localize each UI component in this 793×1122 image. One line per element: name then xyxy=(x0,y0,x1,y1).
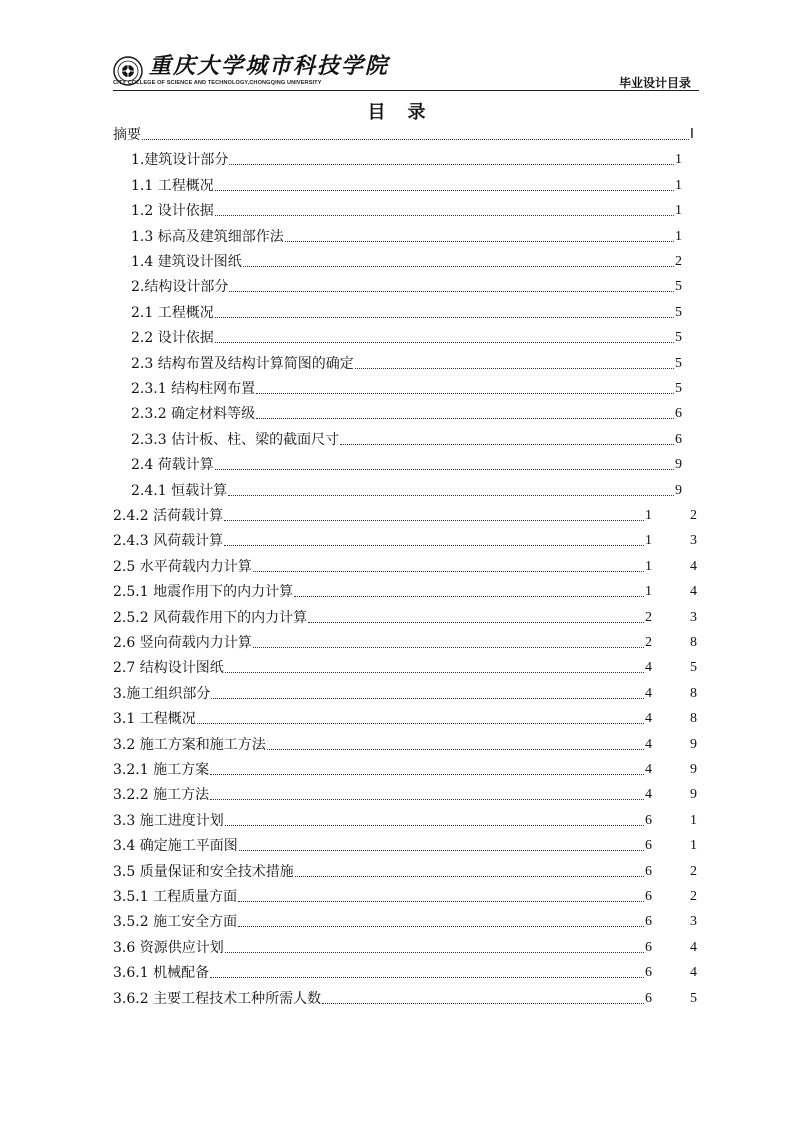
toc-entry-label: 2.4.2 活荷载计算 xyxy=(113,508,224,524)
toc-entry[interactable] xyxy=(113,124,694,144)
page-title: 目录 xyxy=(367,102,448,123)
toc-entry[interactable] xyxy=(131,149,682,169)
toc-entry-label: 1.3 标高及建筑细部作法 xyxy=(131,228,284,245)
toc-entry[interactable] xyxy=(113,708,697,728)
toc-entry-label: 2.7 结构设计图纸 xyxy=(113,660,224,677)
toc-entry[interactable] xyxy=(113,581,697,601)
toc-page-number: 5 xyxy=(675,304,682,320)
toc-entry[interactable] xyxy=(131,276,682,296)
toc-entry-label: 3.4 确定施工平面图 xyxy=(113,838,238,855)
page-header xyxy=(113,50,699,92)
toc-entry[interactable] xyxy=(113,505,697,525)
toc-entry-label: 3.2.1 施工方案 xyxy=(113,762,210,778)
toc-page-digit-2: 9 xyxy=(690,787,697,803)
toc-entry[interactable] xyxy=(113,632,697,652)
toc-page-number: 5 xyxy=(675,330,682,346)
toc-page-digit-2: 4 xyxy=(690,558,697,574)
toc-page-number xyxy=(645,812,697,830)
toc-page-digit-2: 1 xyxy=(690,838,697,854)
toc-dot-leader xyxy=(215,190,674,191)
toc-dot-leader xyxy=(225,825,644,826)
toc-entry[interactable] xyxy=(131,327,682,347)
toc-page-number xyxy=(645,863,697,881)
toc-page-number: Ⅰ xyxy=(689,127,694,142)
toc-dot-leader xyxy=(340,444,674,445)
toc-dot-leader xyxy=(215,342,674,343)
toc-entry-label: 3.3 施工进度计划 xyxy=(113,812,224,829)
university-name-logo: 重庆大学城市科技学院 xyxy=(149,53,390,79)
toc-page-digit-1: 6 xyxy=(645,838,652,854)
toc-page-number xyxy=(645,964,697,982)
toc-page-number: 1 xyxy=(675,177,682,193)
toc-page-digit-1: 1 xyxy=(645,508,652,523)
toc-page-digit-2: 4 xyxy=(690,965,697,981)
toc-page-number: 5 xyxy=(675,381,682,396)
toc-entry[interactable] xyxy=(113,937,697,957)
toc-page-number: 5 xyxy=(675,279,682,295)
toc-entry[interactable] xyxy=(131,378,682,398)
toc-entry-label: 3.施工组织部分 xyxy=(113,685,211,702)
toc-entry[interactable] xyxy=(113,657,697,677)
toc-entry-label: 2.2 设计依据 xyxy=(131,330,214,347)
toc-page-number: 1 xyxy=(675,152,682,168)
toc-page-digit-1: 4 xyxy=(645,762,652,777)
toc-entry[interactable] xyxy=(113,607,697,627)
toc-entry-label: 2.结构设计部分 xyxy=(131,279,229,296)
toc-entry[interactable] xyxy=(113,962,697,982)
toc-dot-leader xyxy=(210,799,644,800)
toc-dot-leader xyxy=(295,876,644,877)
toc-page-number xyxy=(645,507,697,525)
toc-page-digit-1: 6 xyxy=(645,939,652,955)
toc-entry-label: 3.6.1 机械配备 xyxy=(113,965,210,982)
toc-page-number xyxy=(645,939,697,957)
toc-page-digit-2: 8 xyxy=(690,711,697,727)
toc-page-digit-2: 2 xyxy=(690,863,697,879)
toc-dot-leader xyxy=(228,495,674,496)
toc-dot-leader xyxy=(253,647,644,648)
toc-entry-label: 2.4.3 风荷载计算 xyxy=(113,533,224,550)
toc-entry[interactable] xyxy=(113,530,697,550)
toc-page-digit-1: 4 xyxy=(645,711,652,727)
toc-entry-label: 3.5.2 施工安全方面 xyxy=(113,914,238,931)
toc-dot-leader xyxy=(210,977,644,978)
toc-entry-label: 3.6.2 主要工程技术工种所需人数 xyxy=(113,990,322,1007)
toc-dot-leader xyxy=(225,672,644,673)
toc-dot-leader xyxy=(267,749,644,750)
toc-entry[interactable] xyxy=(131,480,682,500)
toc-page-number: 6 xyxy=(675,431,682,447)
toc-page-digit-2: 3 xyxy=(690,609,697,625)
toc-page-digit-2: 5 xyxy=(690,660,697,676)
toc-page-digit-2: 4 xyxy=(690,939,697,955)
toc-entry[interactable] xyxy=(131,226,682,246)
toc-dot-leader xyxy=(294,596,644,597)
toc-page-number: 1 xyxy=(675,203,682,219)
toc-dot-leader xyxy=(308,622,644,623)
toc-entry[interactable] xyxy=(131,353,682,373)
toc-entry-label: 2.5.1 地震作用下的内力计算 xyxy=(113,584,294,601)
toc-entry[interactable] xyxy=(113,734,697,754)
toc-entry[interactable] xyxy=(131,251,682,271)
toc-entry[interactable] xyxy=(131,403,682,423)
toc-entry-label: 1.1 工程概况 xyxy=(131,177,214,194)
toc-dot-leader xyxy=(197,723,644,724)
toc-page-digit-2: 9 xyxy=(690,736,697,752)
toc-page-digit-1: 1 xyxy=(645,533,652,549)
toc-entry-label: 1.建筑设计部分 xyxy=(131,152,229,169)
toc-dot-leader xyxy=(211,698,644,699)
toc-page-number: 5 xyxy=(675,355,682,371)
toc-entry-label: 3.6 资源供应计划 xyxy=(113,939,224,956)
toc-entry-label: 1.2 设计依据 xyxy=(131,203,214,220)
toc-page-number: 6 xyxy=(675,406,682,422)
toc-page-digit-1: 4 xyxy=(645,787,652,803)
toc-page-number xyxy=(645,659,697,677)
university-english-name: CITY COLLEGE OF SCIENCE AND TECHNOLOGY,CHONGQING UNIVERSITY xyxy=(113,80,322,86)
header-section-title: 毕业设计目录 xyxy=(618,76,691,90)
toc-page-digit-2: 3 xyxy=(690,914,697,930)
toc-entry[interactable] xyxy=(113,784,697,804)
toc-entry-label: 3.5.1 工程质量方面 xyxy=(113,889,238,905)
toc-entry[interactable] xyxy=(113,556,697,576)
toc-page-digit-2: 2 xyxy=(690,889,697,904)
toc-page-number xyxy=(645,888,697,906)
toc-page-digit-1: 2 xyxy=(645,609,652,625)
toc-page-digit-2: 9 xyxy=(690,762,697,777)
toc-dot-leader xyxy=(239,850,644,851)
toc-page-digit-2: 1 xyxy=(690,812,697,828)
toc-page-number xyxy=(645,710,697,728)
toc-page-number xyxy=(645,913,697,931)
toc-dot-leader xyxy=(253,571,644,572)
toc-entry-label: 2.6 竖向荷载内力计算 xyxy=(113,635,252,651)
toc-page-digit-2: 8 xyxy=(690,685,697,701)
toc-entry-label: 3.2.2 施工方法 xyxy=(113,787,210,804)
toc-page-number xyxy=(645,558,697,576)
toc-entry-label: 2.3.2 确定材料等级 xyxy=(131,406,256,423)
toc-entry[interactable] xyxy=(113,835,697,855)
toc-page-number xyxy=(645,685,697,703)
toc-entry-label: 3.1 工程概况 xyxy=(113,711,196,728)
toc-dot-leader xyxy=(229,164,674,165)
toc-page-digit-2: 5 xyxy=(690,990,697,1006)
toc-entry-label: 2.5 水平荷载内力计算 xyxy=(113,558,252,575)
toc-page-number xyxy=(645,761,697,779)
toc-entry[interactable] xyxy=(113,988,697,1008)
toc-page-number xyxy=(645,634,697,652)
toc-entry-label: 2.5.2 风荷载作用下的内力计算 xyxy=(113,609,308,626)
toc-page-digit-2: 2 xyxy=(690,508,697,523)
toc-entry-label: 2.3 结构布置及结构计算简图的确定 xyxy=(131,355,354,372)
toc-page-number xyxy=(645,736,697,754)
toc-entry-label: 2.3.3 估计板、柱、梁的截面尺寸 xyxy=(131,431,340,448)
toc-entry-label: 摘要 xyxy=(113,127,141,143)
toc-entry[interactable] xyxy=(131,200,682,220)
toc-page-digit-1: 6 xyxy=(645,889,652,904)
toc-entry[interactable] xyxy=(113,810,697,830)
toc-dot-leader xyxy=(229,291,674,292)
toc-entry[interactable] xyxy=(113,911,697,931)
toc-page-number xyxy=(645,609,697,627)
toc-entry-label: 2.1 工程概况 xyxy=(131,304,214,321)
toc-dot-leader xyxy=(215,215,674,216)
toc-entry[interactable] xyxy=(131,302,682,322)
toc-page-digit-2: 8 xyxy=(690,635,697,650)
toc-entry[interactable] xyxy=(113,759,697,779)
toc-page-number: 2 xyxy=(675,254,682,269)
toc-dot-leader xyxy=(224,545,644,546)
toc-dot-leader xyxy=(210,774,644,775)
toc-page-number xyxy=(645,532,697,550)
toc-page-digit-1: 6 xyxy=(645,812,652,828)
toc-page-digit-1: 6 xyxy=(645,914,652,930)
toc-entry[interactable] xyxy=(131,429,682,449)
toc-page-digit-1: 2 xyxy=(645,635,652,650)
toc-page-number: 1 xyxy=(675,228,682,244)
toc-dot-leader xyxy=(256,418,674,419)
toc-page-number xyxy=(645,837,697,855)
toc-dot-leader xyxy=(215,317,674,318)
toc-page-digit-2: 4 xyxy=(690,584,697,600)
toc-entry-label: 2.3.1 结构柱网布置 xyxy=(131,381,256,397)
toc-entry-label: 2.4.1 恒载计算 xyxy=(131,482,228,499)
toc-dot-leader xyxy=(355,368,674,369)
toc-entry[interactable] xyxy=(131,454,682,474)
toc-dot-leader xyxy=(238,926,644,927)
toc-page-digit-1: 4 xyxy=(645,685,652,701)
toc-dot-leader xyxy=(238,901,644,902)
toc-page-digit-2: 3 xyxy=(690,533,697,549)
toc-entry[interactable] xyxy=(113,861,697,881)
header-divider xyxy=(113,90,699,91)
toc-entry-label: 3.2 施工方案和施工方法 xyxy=(113,736,266,753)
toc-page-digit-1: 6 xyxy=(645,863,652,879)
toc-page-number: 9 xyxy=(675,482,682,498)
toc-page-digit-1: 4 xyxy=(645,736,652,752)
toc-page-digit-1: 6 xyxy=(645,965,652,981)
toc-page-number xyxy=(645,583,697,601)
toc-entry[interactable] xyxy=(131,175,682,195)
toc-dot-leader xyxy=(285,241,674,242)
toc-dot-leader xyxy=(215,469,674,470)
toc-entry[interactable] xyxy=(113,886,697,906)
toc-entry-label: 3.5 质量保证和安全技术措施 xyxy=(113,863,294,880)
toc-dot-leader xyxy=(243,266,674,267)
toc-dot-leader xyxy=(142,139,689,140)
toc-entry[interactable] xyxy=(113,683,697,703)
toc-entry-label: 2.4 荷载计算 xyxy=(131,457,214,474)
toc-page-number: 9 xyxy=(675,457,682,473)
toc-page-number xyxy=(645,990,697,1008)
toc-page-digit-1: 1 xyxy=(645,558,652,574)
toc-dot-leader xyxy=(225,952,644,953)
toc-page-digit-1: 1 xyxy=(645,584,652,600)
toc-page-digit-1: 6 xyxy=(645,990,652,1006)
toc-entry-label: 1.4 建筑设计图纸 xyxy=(131,254,242,270)
toc-page-digit-1: 4 xyxy=(645,660,652,676)
toc-dot-leader xyxy=(256,393,674,394)
toc-dot-leader xyxy=(322,1003,644,1004)
toc-dot-leader xyxy=(224,520,644,521)
toc-page-number xyxy=(645,786,697,804)
